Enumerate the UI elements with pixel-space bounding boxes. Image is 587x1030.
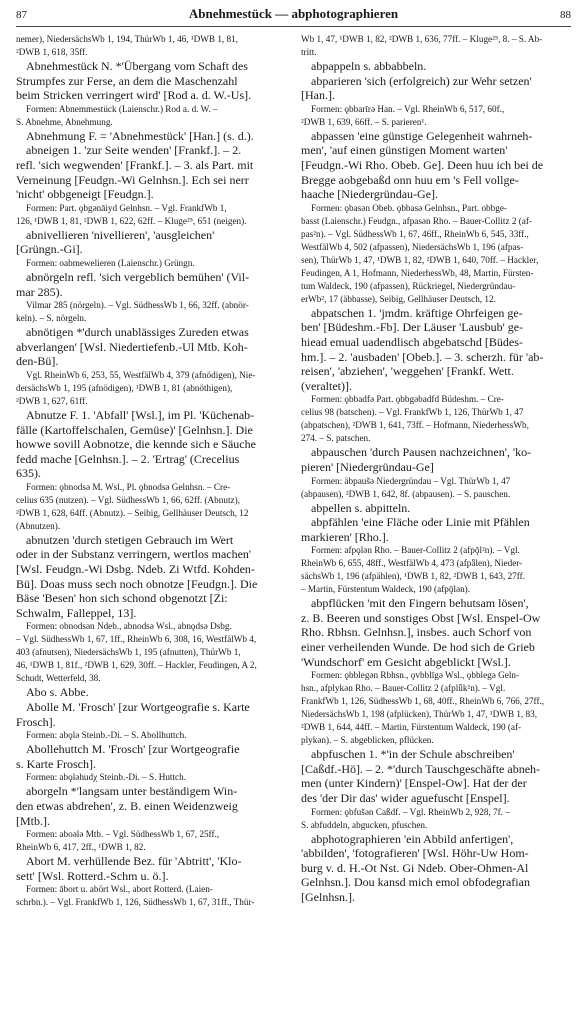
entry-line: Verneinung [Feudgn.-Wi Gelnhsn.]. Ech sei nerr <box>16 172 249 187</box>
entry-line: abpatschen 1. 'jmdm. kräftige Ohrfeigen ge- <box>311 305 523 320</box>
entry-line: abpassen 'eine günstige Gelegenheit wahrneh- <box>311 128 533 143</box>
entry-line: Abollehuttch M. 'Frosch' [zur Wortgeografie <box>26 742 240 757</box>
citation-line: Formen: ǫbnodsə M. Wsl., Pl. ǫbnodsə Gelnhsn. – Cre- <box>26 481 231 492</box>
page-number-right: 88 <box>559 9 571 21</box>
entry-line: men', 'auf einen günstigen Moment warten' <box>301 143 508 158</box>
entry-line: fälle (Kartoffelschalen, Gemüse)' [Gelnhsn.]. Die <box>16 422 253 437</box>
citation-line: (abpausen), ²DWB 1, 642, 8f. (abpausen). – S. pauschen. <box>301 488 511 499</box>
right-column <box>301 33 571 909</box>
entry-line: einer verheilenden Wunde. De hod sich de Grieb <box>301 640 535 655</box>
entry-line: (veraltet)]. <box>301 378 352 393</box>
citation-line: ²DWB 1, 618, 35ff. <box>16 47 88 57</box>
citation-line: Formen: obnodsən Ndeb., abnodsə Wsl., abnǫdsə Dsbg. <box>26 621 232 632</box>
entry-line: Abnutze F. 1. 'Abfall' [Wsl.], im Pl. 'Küchenab- <box>26 407 255 422</box>
citation-line: Formen: oabmewelieren (Laienschr.) Grüngn. <box>26 257 195 268</box>
citation-line: Vilmar 285 (nörgeln). – Vgl. SüdhessWb 1, 66, 32ff. (abnör- <box>26 300 249 311</box>
citation-line: Formen: äbpaušə Niedergründau – Vgl. ThürWb 1, 47 <box>311 475 511 486</box>
entry-line: [Han.]. <box>301 88 335 103</box>
entry-line: 'Wundschorf' em Gesicht abgeblickt [Wsl.]. <box>301 654 511 669</box>
two-column-body <box>16 33 571 909</box>
citation-line: 46, ¹DWB 1, 81f., ²DWB 1, 629, 30ff. – Hackler, Feudingen, A 2, <box>16 660 257 671</box>
entry-line: abpfuschen 1. *'in der Schule abschreiben' <box>311 747 515 762</box>
entry-line: Abort M. verhüllende Bez. für 'Abtritt', 'Klo- <box>26 854 242 869</box>
entry-line: abnörgeln refl. 'sich vergeblich bemühen' (Vil- <box>26 269 250 284</box>
entry-line: abpfählen 'eine Fläche oder Linie mit Pfählen <box>311 515 530 530</box>
citation-line: Wb 1, 47, ¹DWB 1, 82, ²DWB 1, 636, 77ff. – Kluge²⁵, 8. – S. Ab- <box>301 34 543 44</box>
citation-line: – Vgl. SüdhessWb 1, 67, 1ff., RheinWb 6, 308, 16, WestfälWb 4, <box>16 634 257 645</box>
citation-line: Formen: ǫbbarīrə Han. – Vgl. RheinWb 6, 517, 60f., <box>311 103 505 114</box>
citation-line: – Martin, Fürstentum Waldeck, 190 (afpǭlǝn). <box>301 584 471 595</box>
citation-line: hsn., afplykən Rho. – Bauer-Collitz 2 (afplǖk²n). – Vgl. <box>301 683 506 694</box>
citation-line: sen), ThürWb 1, 47, ¹DWB 1, 82, ²DWB 1, 640, 70ff. – Hackler, <box>301 254 539 265</box>
entry-line: abparieren 'sich (erfolgreich) zur Wehr setzen' <box>311 73 532 88</box>
entry-line: abphotographieren 'ein Abbild anfertigen', <box>311 831 514 846</box>
entry-line: beim Stricken verringert wird' [Rod a. d. W.-Us]. <box>16 88 252 103</box>
citation-line: FrankfWb 1, 126, SüdhessWb 1, 68, 40ff., RheinWb 6, 766, 27ff., <box>301 696 545 707</box>
citation-line: RheinWb 6, 655, 48ff., WestfälWb 4, 473 (afpǟlen), Nieder- <box>301 558 523 569</box>
entry-line: den etwas abdrehen', z. B. einen Weidenzweig <box>16 799 238 813</box>
entry-line: abnötigen *'durch unablässiges Zureden etwas <box>26 325 249 340</box>
citation-line: WestfälWb 4, 502 (afpassen), NiedersächsWb 1, 196 (afpas- <box>301 241 524 252</box>
citation-line: Formen: afpǫlən Rho. – Bauer-Collitz 2 (afpǭl²n). – Vgl. <box>311 545 520 556</box>
entry-line: fedd mache [Gelnhsn.]. – 2. 'Ertrag' (Crecelius <box>16 451 240 466</box>
entry-line: aborgeln *'langsam unter beständigem Win- <box>26 784 238 799</box>
entry-line: [Mtb.]. <box>16 813 50 828</box>
citation-line: 274. – S. patschen. <box>301 433 371 444</box>
citation-line: Formen: ǫbbadfə Part. ǫbbgəbadfd Büdeshm. – Cre- <box>311 394 504 405</box>
citation-line: ²DWB 1, 627, 61ff. <box>16 395 88 406</box>
entry-line: abpellen s. abpitteln. <box>311 500 411 515</box>
entry-line: [Gelnhsn.]. <box>301 890 355 904</box>
entry-line: Abnehmestück N. *'Übergang vom Schaft des <box>26 59 248 73</box>
citation-line: Formen: abǫləhudχ Steinb.-Di. – S. Huttch. <box>26 772 186 783</box>
entry-line: pieren' [Niedergründau-Ge] <box>301 459 434 474</box>
entry-line: den-Bü]. <box>16 354 59 369</box>
citation-line: Feudingen, A 1, Hofmann, NiederhessWb, 48, Martin, Fürsten- <box>301 267 534 278</box>
citation-line: tum Waldeck, 190 (afpassen), Rückriegel, Niedergründau- <box>301 280 516 291</box>
citation-line: ²DWB 1, 628, 64ff. (Abnutz). – Seibig, Gellhäuser Deutsch, 12 <box>16 507 249 518</box>
entry-line: ben' [Büdeshm.-Fb]. Der Läuser 'Lausbub' ge- <box>301 320 524 335</box>
citation-line: nemer), NiedersächsWb 1, 194, ThürWb 1, 46, ¹DWB 1, 81, <box>16 34 239 44</box>
entry-line: oder in der Substanz verringern, wertlos machen' <box>16 547 252 562</box>
entry-line: men (unter Kindern)' [Enspel-Ow]. Hat der der <box>301 776 527 791</box>
citation-line: Formen: Abnemmestück (Laienschr.) Rod a. d. W. – <box>26 103 218 114</box>
left-column <box>16 33 286 909</box>
entry-line: abpappeln s. abbabbeln. <box>311 59 427 73</box>
entry-line: s. Karte Frosch]. <box>16 756 96 771</box>
entry-line: abnivellieren 'nivellieren', 'ausgleichen' <box>26 227 215 242</box>
citation-line: Formen: aboəlǝ Mtb. – Vgl. SüdhessWb 1, 67, 25ff., <box>26 829 220 840</box>
citation-line: dersächsWb 1, 195 (afnödigen), ¹DWB 1, 81 (abnöthigen), <box>16 382 233 393</box>
citation-line: 126, ¹DWB 1, 81, ²DWB 1, 622, 62ff. – Kluge²⁵, 651 (neigen). <box>16 215 247 226</box>
entry-line: abnutzen 'durch stetigen Gebrauch im Wert <box>26 532 234 547</box>
citation-line: celius 635 (nutzen). – Vgl. SüdhessWb 1, 66, 62ff. (Abnutz), <box>16 494 240 505</box>
entry-line: Bü]. Doas muss sech noch obnotze [Feudgn.]. Die <box>16 576 258 591</box>
entry-line: [Caßdf.-Hö]. – 2. *'durch Tauschgeschäfte abneh- <box>301 761 541 776</box>
entry-line: burg v. d. H.-Ot Nst. Gi Ndeb. Ober-Ohmen-Al <box>301 860 529 875</box>
entry-line: Bäse 'Besen' hon sich schond obgenotzt [Zi: <box>16 591 228 606</box>
citation-line: Formen: ǫbblegən Rbhsn., ǫvbblīgə Wsl., ǫbblegə Geln- <box>311 670 520 681</box>
entry-line: mar 285). <box>16 284 63 299</box>
entry-line: sett' [Wsl. Rotterd.-Schm u. ö.]. <box>16 868 169 883</box>
citation-line: Formen: Part. ǫbgənāiyd Gelnhsn. – Vgl. FrankfWb 1, <box>26 202 227 213</box>
citation-line: pas²n). – Vgl. SüdhessWb 1, 67, 46ff., RheinWb 6, 545, 33ff., <box>301 228 529 239</box>
entry-line: Rho. Rbhsn. Gelnhsn.], insbes. auch Schorf von <box>301 625 532 640</box>
entry-line: abverlangen' [Wsl. Niedertiefenb.-Ul Mtb. Koh- <box>16 339 248 354</box>
entry-line: refl. 'sich wegwenden' [Frankf.]. – 3. als Part. mit <box>16 157 254 172</box>
citation-line: erWb², 17 (äbbasse), Seibig, Gellhäuser Deutsch, 12. <box>301 293 496 304</box>
page-header <box>16 6 571 27</box>
running-title: Abnehmestück — abphotographieren <box>188 6 399 21</box>
citation-line: Schudt, Wetterfeld, 38. <box>16 673 101 684</box>
entry-line: Strumpfes zur Ferse, an dem die Maschenzahl <box>16 73 238 88</box>
entry-line: hm.]. – 2. 'ausbaden' [Obeb.]. – 3. scherzh. für 'ab- <box>301 349 544 364</box>
citation-line: schrbn.). – Vgl. FrankfWb 1, 126, SüdhessWb 1, 67, 31ff., Thür- <box>16 897 255 908</box>
entry-line: reisen', 'abziehen', 'weggehen' [Frankf. Wett. <box>301 364 514 379</box>
entry-line: 'abbilden', 'fotografieren' [Wsl. Höhr-Uw Hom- <box>301 846 529 861</box>
entry-line: [Wsl. Feudgn.-Wi Dsbg. Ndeb. Zi Wtfd. Kohden- <box>16 562 255 577</box>
entry-line: 635). <box>16 466 41 481</box>
entry-line: Frosch]. <box>16 714 56 729</box>
citation-line: (abpatschen), ²DWB 1, 641, 73ff. – Hofmann, NiederhessWb, <box>301 420 529 431</box>
citation-line: NiedersächsWb 1, 198 (afplücken), ThürWb 1, 47, ¹DWB 1, 83, <box>301 709 538 720</box>
citation-line: (Abnutzen). <box>16 520 61 531</box>
citation-line: Formen: ǫbfušən Caßdf. – Vgl. RheinWb 2, 928, 7f. – <box>311 806 510 817</box>
citation-line: Formen: ābort u. abört Wsl., abort Rotterd. (Laien- <box>26 884 213 895</box>
citation-line: Formen: ǫbasən Obeb. ǫbbasə Gelnhsn., Part. obbge- <box>311 202 507 213</box>
citation-line: Vgl. RheinWb 6, 253, 55, WestfälWb 4, 379 (afnödigen), Nie- <box>26 369 256 380</box>
entry-line: [Feudgn.-Wi Rho. Obeb. Ge]. Deen huu ich bei de <box>301 157 544 172</box>
entry-line: des 'der Dir das' wider aguefuscht [Enspel]. <box>301 791 510 806</box>
citation-line: S. abfuddeln, abgucken, pfuschen. <box>301 819 428 830</box>
citation-line: Formen: abǫlə Steinb.-Di. – S. Abollhuttch. <box>26 730 187 741</box>
citation-line: celius 98 (batschen). – Vgl. FrankfWb 1, 126, ThürWb 1, 47 <box>301 407 524 418</box>
entry-line: Abolle M. 'Frosch' [zur Wortgeografie s. Karte <box>26 700 250 715</box>
entry-line: abneigen 1. 'zur Seite wenden' [Frankf.]. – 2. <box>26 143 242 158</box>
entry-line: hiead emual uadendlisch abgebatschd [Büdes- <box>301 334 523 349</box>
citation-line: basst (Laienschr.) Feudgn., afpasən Rho. – Bauer-Collitz 2 (af- <box>301 215 532 226</box>
entry-line: abpauschen 'durch Pausen nachzeichnen', 'ko- <box>311 445 532 460</box>
citation-line: S. Abnehme, Abnehmung. <box>16 116 113 127</box>
entry-line: [Grüngn.-Gi]. <box>16 242 83 257</box>
entry-line: 'nicht' obbgeneigt [Feudgn.]. <box>16 187 154 202</box>
citation-line: sächsWb 1, 196 (afpählen), ¹DWB 1, 82, ²DWB 1, 643, 27ff. <box>301 571 526 582</box>
entry-line: Bregge aobgebaßd onn huu em 's Fell vollge- <box>301 172 519 187</box>
entry-line: z. B. Beeren und sonstiges Obst [Wsl. Enspel-Ow <box>301 610 541 625</box>
citation-line: RheinWb 6, 417, 2ff., ¹DWB 1, 82. <box>16 842 146 853</box>
entry-line: Abo s. Abbe. <box>26 685 89 700</box>
citation-line: ²DWB 1, 644, 44ff. – Martin, Fürstentum Waldeck, 190 (af- <box>301 722 522 733</box>
entry-line: markieren' [Rho.]. <box>301 529 389 544</box>
citation-line: 403 (afnutsen), NiedersächsWb 1, 195 (afnutten), ThürWb 1, <box>16 647 241 658</box>
citation-line: tritt. <box>301 47 317 57</box>
entry-line: abpflücken 'mit den Fingern behutsam lösen', <box>311 596 529 611</box>
page-number-left: 87 <box>16 9 27 21</box>
entry-line: haache [Niedergründau-Ge]. <box>301 187 439 202</box>
entry-line: Schwalm, Falleppel, 13]. <box>16 605 137 620</box>
entry-line: Abnehmung F. = 'Abnehmestück' [Han.] (s. d.). <box>26 128 254 143</box>
citation-line: ²DWB 1, 639, 66ff. – S. parieren¹. <box>301 116 427 127</box>
citation-line: plykǝn). – S. abgeblicken, pflücken. <box>301 735 434 746</box>
citation-line: keln). – S. nörgeln. <box>16 313 87 324</box>
entry-line: Gelnhsn.]. Dou kansd mich emol obfodegrafian <box>301 875 530 890</box>
entry-line: howwe sovill Aobnotze, die kennde sich e Säuche <box>16 437 256 452</box>
